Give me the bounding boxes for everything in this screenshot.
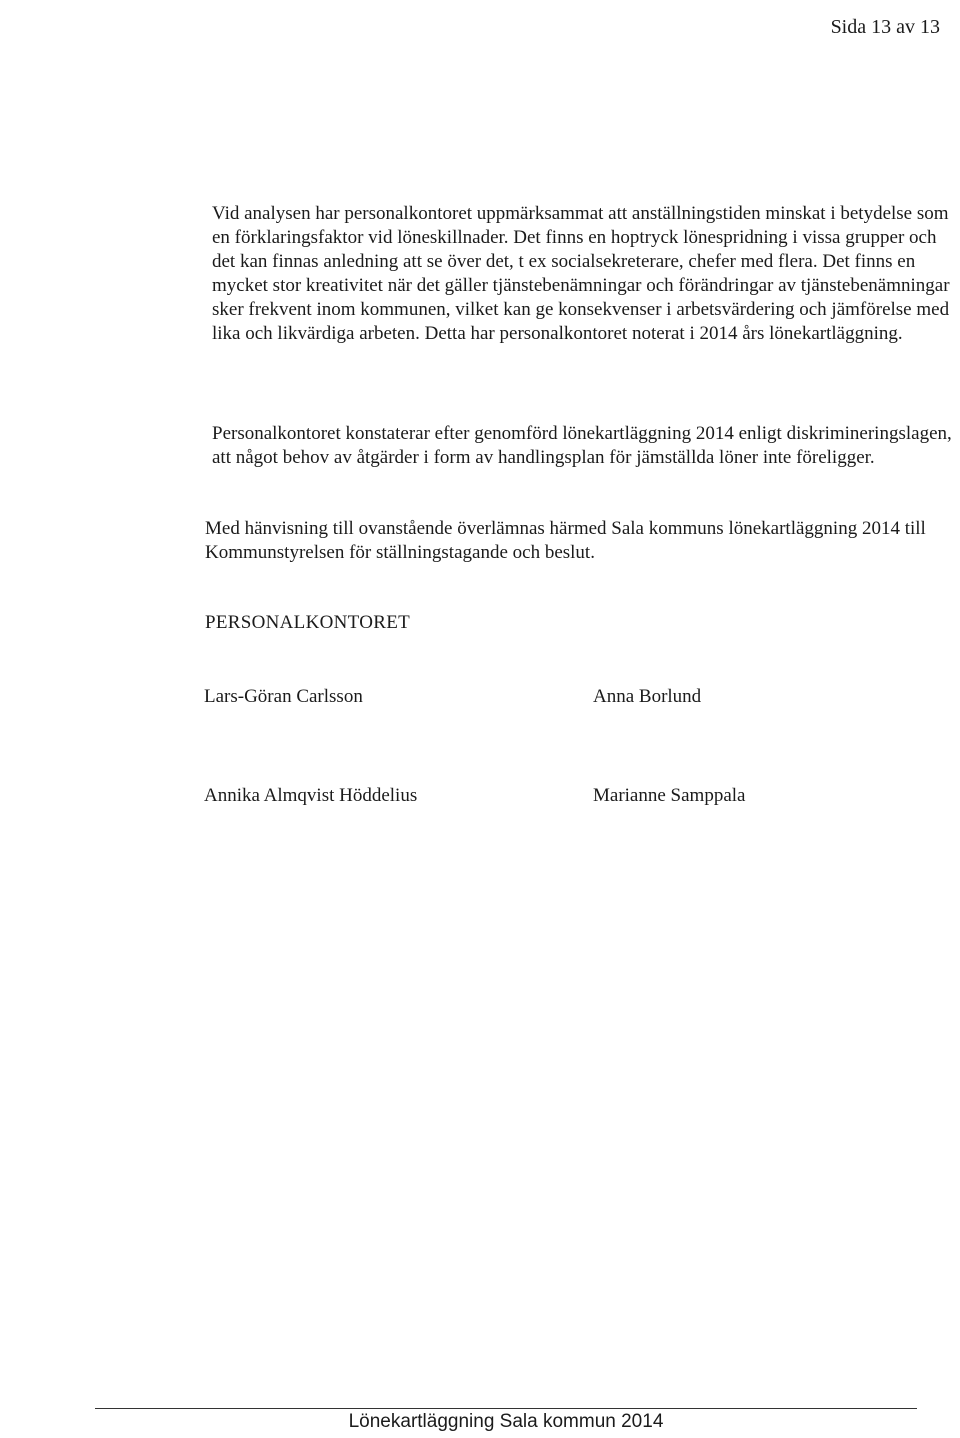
page-number: Sida 13 av 13	[830, 16, 940, 38]
department-name: PERSONALKONTORET	[205, 612, 411, 633]
paragraph-text: Med hänvisning till ovanstående överlämnas härmed Sala kommuns lönekartläggning 2014 till Kommunstyrelsen för ställningstagande och beslut.	[205, 518, 926, 563]
body-paragraph-1	[212, 202, 952, 346]
footer-divider	[95, 1408, 917, 1409]
paragraph-text: Vid analysen har personalkontoret uppmärksammat att anställningstiden minskat i betydelse som en förklaringsfaktor vid löneskillnader. Det finns en hoptryck lönespridning i vissa grupper och det kan finnas anledning att se över det, t ex socialsekreterare, chefer med flera. Det finns en mycket stor kreativitet när det gäller tjänstebenämningar och förändringar av tjänstebenämningar sker frekvent inom kommunen, vilket kan ge konsekvenser i arbetsvärdering och jämförelse med lika och likvärdiga arbeten. Detta har personalkontoret noterat i 2014 års lönekartläggning.	[212, 203, 950, 344]
body-paragraph-2	[212, 422, 952, 470]
footer-title: Lönekartläggning Sala kommun 2014	[348, 1411, 664, 1432]
signatory-name: Annika Almqvist Höddelius	[204, 785, 418, 806]
signatory-name: Lars-Göran Carlsson	[204, 686, 363, 707]
signatory-name: Marianne Samppala	[593, 785, 746, 806]
signatory-name: Anna Borlund	[593, 686, 702, 707]
paragraph-text: Personalkontoret konstaterar efter genomförd lönekartläggning 2014 enligt diskrimineringslagen, att något behov av åtgärder i form av handlingsplan för jämställda löner inte föreligger.	[212, 423, 952, 468]
body-paragraph-3	[205, 517, 945, 565]
